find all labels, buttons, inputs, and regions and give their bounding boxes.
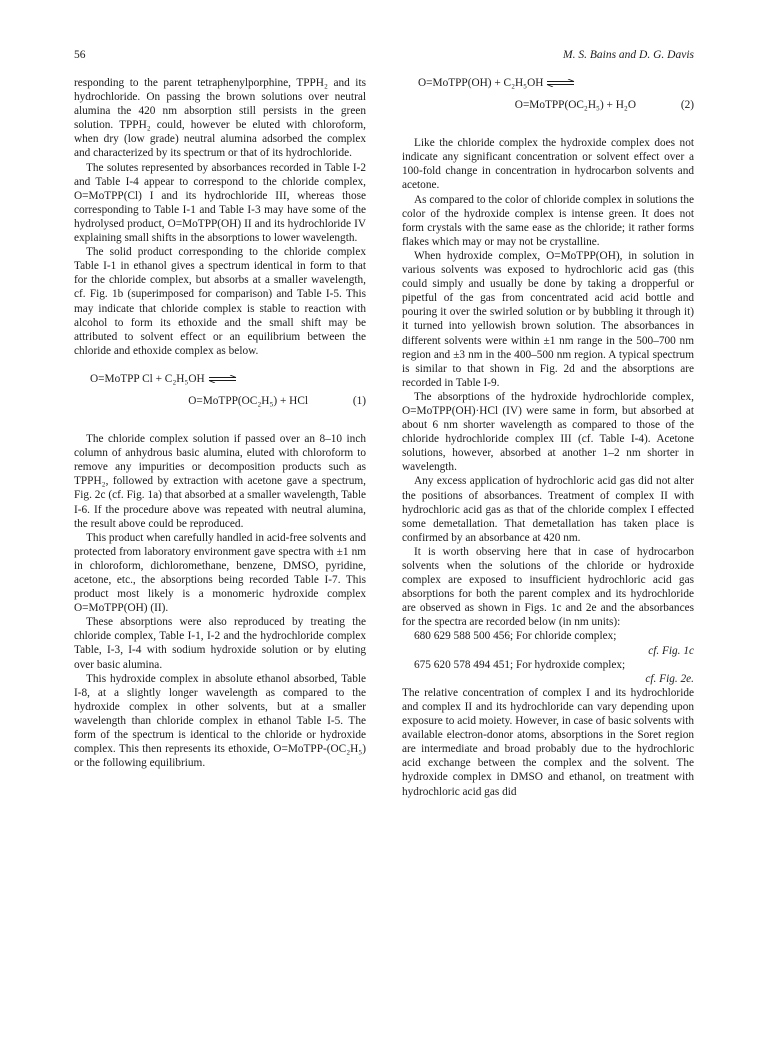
absorbance-values: 675 620 578 494 451; For hydroxide complex; <box>414 658 626 671</box>
equation-number: (1) <box>352 394 366 407</box>
paragraph: The absorptions of the hydroxide hydrochloride complex, O=MoTPP(OH)·HCl (IV) were same in form, but absorbed at about 6 nm shorter wavelength as compared to those of the chloride hydrochloride complex III (cf. Table I-4). Acetone solutions, however, absorbed at another 1–2 nm shorter in wavelength. <box>402 390 694 474</box>
equation-rhs: O=MoTPP(OC₂H₅) + HCl <box>188 394 308 407</box>
paragraph: responding to the parent tetraphenylporphine, TPPH₂ and its hydrochloride. On passing the brown solutions over neutral alumina the 420 nm absorption still persists in the green solution. TPPH₂ could, however be eluted with chloroform, when dry (low grade) neutral alumina adsorbed the complex and characterized by its spectrum or that of its hydrochloride. <box>74 77 366 160</box>
paragraph: Any excess application of hydrochloric acid gas did not alter the positions of absorbances. Treatment of complex II with hydrochloric acid gas as that of the chloride complex I effected some demetallation. That demetallation has taken place is confirmed by an absorbance at 420 nm. <box>402 475 694 544</box>
paragraph: The chloride complex solution if passed over an 8–10 inch column of anhydrous basic alumina, eluted with chloroform to remove any impurities or decomposition products such as TPPH₂, followed by extraction with acetone gave a spectrum, Fig. 2c (cf. Fig. 1a) that absorbed at a smaller wavelength, Table I-6. If the procedure above was repeated with neutral alumina, the result above could be reproduced. <box>74 433 366 530</box>
equation-rhs: O=MoTPP(OC₂H₅) + H₂O <box>514 99 636 112</box>
paragraph: As compared to the color of chloride complex in solutions the color of the hydroxide complex is intense green. It does not form crystals with the same ease as the chloride; it rather forms flakes which may or may not be crystalline. <box>402 193 694 248</box>
right-column <box>402 76 694 799</box>
paragraph: The solutes represented by absorbances recorded in Table I-2 and Table I-4 appear to correspond to the chloride complex, O=MoTPP(Cl) I and its hydrochloride III, whereas those corresponding to Table I-1 and Table I-3 may have some of the hydrolysed product, O=MoTPP(OH) II and its hydrochloride IV explaining small shifts in the absorptions to lower wavelength. <box>74 161 366 245</box>
equilibrium-arrow-icon <box>546 79 576 87</box>
running-head: M. S. Bains and D. G. Davis <box>563 49 694 61</box>
equation-lhs: O=MoTPP Cl + C₂H₅OH <box>90 372 205 385</box>
equation-number: (2) <box>680 99 694 112</box>
equation-1 <box>74 372 366 408</box>
equation-lhs: O=MoTPP(OH) + C₂H₅OH <box>418 77 544 89</box>
paragraph: It is worth observing here that in case of hydrocarbon solvents when the solutions of the chloride or hydroxide complex are exposed to insufficient hydrochloric acid gas absorptions for both the parent complex and its hydrochloride are observed as shown in Figs. 1c and 2e and the absorbances for the spectra are recorded below (in nm units): <box>402 545 694 629</box>
page-number: 56 <box>74 49 86 61</box>
equation-2 <box>402 76 694 112</box>
figure-reference: cf. Fig. 2e. <box>645 672 694 685</box>
paragraph: This hydroxide complex in absolute ethanol absorbed, Table I-8, at a slightly longer wavelength as compared to the hydroxide complex in other solvents, but at a smaller wavelength than chloride complex in ethanol Table I-5. The form of the spectrum is identical to the chloride or hydroxide complex. This then represents its ethoxide, O=MoTPP-(OC₂H₅) or the following equilibrium. <box>74 672 366 770</box>
absorbance-data-hydroxide <box>402 658 694 686</box>
paragraph: This product when carefully handled in acid-free solvents and protected from laboratory environment gave spectra with ±1 nm in chloroform, dichloromethane, benzene, DMSO, pyridine, acetone, etc., the absorptions being recorded Table I-7. This product most likely is a monomeric hydroxide complex O=MoTPP(OH) (II). <box>74 531 366 615</box>
paragraph: These absorptions were also reproduced by treating the chloride complex, Table I-1, I-2 and the hydrochloride complex Table, I-3, I-4 with sodium hydroxide solution or by eluting over basic alumina. <box>74 616 366 671</box>
paragraph: The solid product corresponding to the chloride complex Table I-1 in ethanol gives a spectrum identical in form to that for the chloride complex, but absorbs at a smaller wavelength, cf. Fig. 1b (superimposed for comparison) and Table I-5. This may indicate that chloride complex is stable to reaction with alcohol to form its ethoxide and the small shift may be attributed to solvent effect or an equilibrium between the chloride and ethoxide complex as below. <box>74 246 366 357</box>
paragraph: Like the chloride complex the hydroxide complex does not indicate any significant concentration or solvent effect over a 100-fold change in concentration in hydrocarbon solvents and acetone. <box>402 137 694 192</box>
figure-reference: cf. Fig. 1c <box>648 644 694 657</box>
equilibrium-arrow-icon <box>208 375 238 383</box>
paragraph: The relative concentration of complex I and its hydrochloride and complex II and its hydrochloride can vary depending upon exposure to acid moiety. However, in case of basic solvents with available electron-donor atoms, absorptions in the Soret region are intermediate and broad probably due to the hydrochloric acid exchange between the complex and the solvent. The hydroxide complex in DMSO and ethanol, on treatment with hydrochloric acid gas did <box>402 686 694 798</box>
paragraph: When hydroxide complex, O=MoTPP(OH), in solution in various solvents was exposed to hydrochloric acid gas (this could simply and usually be done by taking a dropperful or pipetful of the gas from concentrated acid acid bottle and pouring it over the swirled solution or by bubbling it through it) it turned into yellowish brown solution. The absorbances in different solvents were within ±1 nm range in the 500–700 nm region and ±3 nm in the 400–500 nm region. A typical spectrum is similar to that shown in Fig. 2d and the absorptions are recorded in Table I-9. <box>402 249 694 389</box>
left-column <box>74 76 366 770</box>
absorbance-data-chloride <box>402 629 694 657</box>
absorbance-values: 680 629 588 500 456; For chloride complex; <box>414 630 617 643</box>
